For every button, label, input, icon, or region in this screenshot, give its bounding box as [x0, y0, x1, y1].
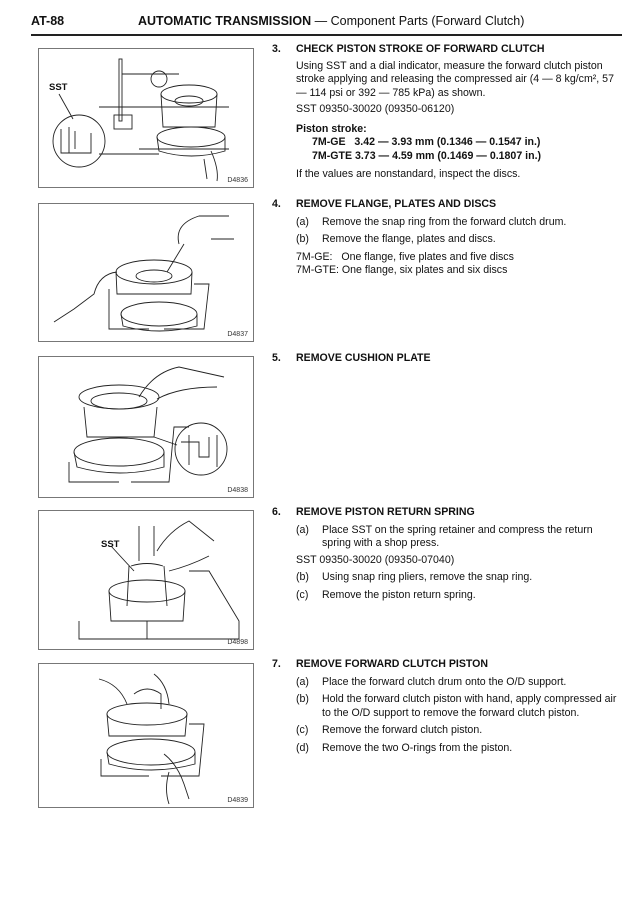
page-header	[31, 14, 622, 36]
substep-c	[296, 724, 622, 738]
substep-b	[296, 693, 622, 720]
step-note: If the values are nonstandard, inspect the discs.	[296, 168, 521, 180]
section-name: AUTOMATIC TRANSMISSION	[138, 14, 312, 28]
substep-letter: (a)	[296, 215, 309, 228]
substep-text: Remove the two O-rings from the piston.	[322, 741, 513, 754]
section-subtitle: — Component Parts (Forward Clutch)	[311, 14, 525, 28]
substep-text: Remove the piston return spring.	[322, 588, 476, 601]
step-number: 4.	[272, 198, 281, 210]
spec-7m-gte: 7M-GTE: One flange, six plates and six discs	[296, 264, 508, 276]
step-paragraph: Using SST and a dial indicator, measure the forward clutch piston stroke applying and releasing the compressed air (4 — 8 kg/cm², 57 — 114 psi or 392 — 785 kPa) as shown.	[296, 59, 614, 99]
sst-number: SST 09350-30020 (09350-07040)	[296, 553, 455, 566]
spec-7m-gte: 7M-GTE 3.73 — 4.59 mm (0.1469 — 0.1807 in.)	[312, 149, 542, 162]
substep-text: Using snap ring pliers, remove the snap ring.	[322, 571, 533, 583]
substep-letter: (c)	[296, 588, 309, 601]
substep-a	[296, 216, 622, 230]
substep-letter: (d)	[296, 741, 309, 754]
figure-cushion-plate	[38, 356, 254, 498]
substep-text: Place SST on the spring retainer and compress the return spring with a shop press.	[322, 523, 593, 549]
step-number: 3.	[272, 43, 281, 55]
sst-label: SST	[49, 82, 68, 93]
figure-code: D4898	[227, 639, 248, 646]
step-title: CHECK PISTON STROKE OF FORWARD CLUTCH	[296, 43, 545, 55]
substep-text: Remove the flange, plates and discs.	[322, 233, 496, 245]
sst-number: SST 09350-30020 (09350-06120)	[296, 103, 455, 115]
snap-ring-removal-illustration	[39, 204, 253, 341]
figure-code: D4838	[227, 487, 248, 494]
page-id: AT-88	[31, 14, 65, 28]
figure-code: D4837	[227, 331, 248, 338]
clutch-piston-illustration	[39, 664, 253, 807]
substep-letter: (a)	[296, 523, 309, 536]
figure-dial-indicator	[38, 48, 254, 188]
figure-remove-snap-ring	[38, 203, 254, 342]
substep-a	[296, 676, 622, 690]
substep-d	[296, 742, 622, 756]
substep-letter: (b)	[296, 693, 309, 705]
figure-code: D4839	[227, 797, 248, 804]
step-7	[272, 658, 622, 755]
step-number: 7.	[272, 658, 281, 670]
figure-code: D4836	[227, 177, 248, 184]
substep-text: Place the forward clutch drum onto the O/D support.	[322, 675, 567, 688]
substep-letter: (b)	[296, 571, 309, 583]
cushion-plate-illustration	[39, 357, 253, 497]
step-3	[272, 43, 622, 182]
sst-label: SST	[101, 539, 120, 550]
step-number: 6.	[272, 506, 281, 518]
substep-c	[296, 589, 622, 603]
step-title: REMOVE PISTON RETURN SPRING	[296, 506, 475, 518]
step-number: 5.	[272, 352, 281, 364]
return-spring-illustration	[39, 511, 253, 649]
substep-a	[296, 524, 622, 551]
substep-b	[296, 571, 622, 585]
substep-letter: (c)	[296, 724, 309, 736]
spec-label: Piston stroke:	[296, 122, 367, 135]
step-title: REMOVE FLANGE, PLATES AND DISCS	[296, 198, 497, 210]
substep-letter: (b)	[296, 233, 309, 245]
substep-text: Remove the snap ring from the forward clutch drum.	[322, 215, 567, 228]
step-5	[272, 352, 622, 366]
spec-7m-ge: 7M-GE 3.42 — 3.93 mm (0.1346 — 0.1547 in.)	[312, 136, 541, 148]
figure-clutch-piston	[38, 663, 254, 808]
substep-letter: (a)	[296, 675, 309, 688]
step-title: REMOVE FORWARD CLUTCH PISTON	[296, 658, 489, 670]
substep-text: Hold the forward clutch piston with hand, apply compressed air to the O/D support to remove the forward clutch piston.	[322, 693, 617, 719]
step-title: REMOVE CUSHION PLATE	[296, 352, 431, 364]
substep-text: Remove the forward clutch piston.	[322, 724, 483, 736]
figure-return-spring	[38, 510, 254, 650]
spec-7m-ge: 7M-GE: One flange, five plates and five discs	[296, 250, 514, 263]
dial-indicator-illustration	[39, 49, 253, 187]
substep-b	[296, 233, 622, 247]
step-6	[272, 506, 622, 602]
step-4	[272, 198, 622, 278]
header-title	[138, 14, 524, 28]
